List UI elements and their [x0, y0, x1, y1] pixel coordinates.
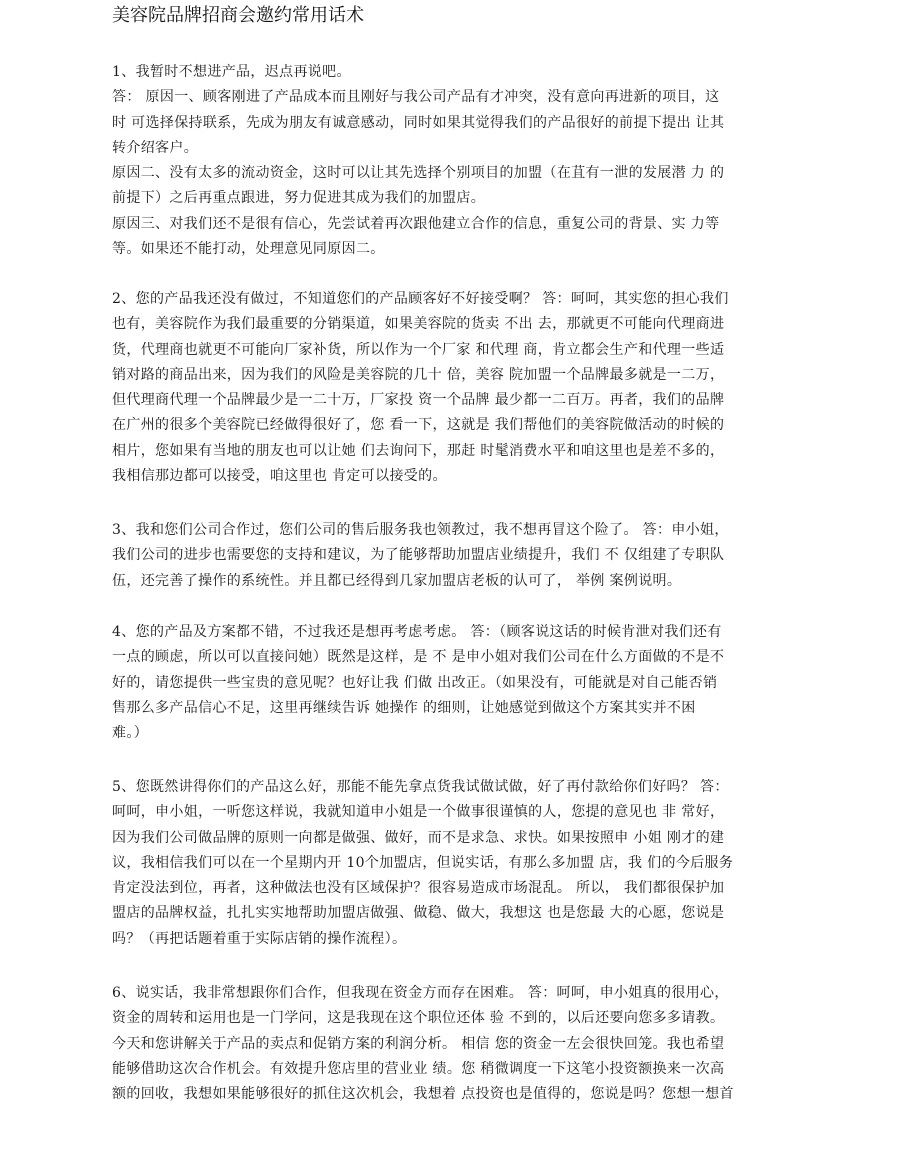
text-line: 时 可选择保持联系，先成为朋友有诚意感动，同时如果其觉得我们的产品很好的前提下提出 让其	[112, 114, 725, 131]
document-title: 美容院品牌招商会邀约常用话术	[112, 5, 364, 26]
text-line: 相片，您如果有当地的朋友也可以让她 们去询问下，那赶 时髦消费水平和咱这里也是差不多的，	[112, 442, 725, 459]
text-line: 资金的周转和运用也是一门学问，这是我现在这个职位还体 验 不到的，以后还要向您多多请教。	[112, 1010, 725, 1027]
text-line: 一点的顾虑，所以可以直接问她）既然是这样，是 不 是申小姐对我们公司在什么方面做的不是不	[112, 649, 725, 666]
text-line: 吗？（再把话题着重于实际店销的操作流程）。	[112, 930, 407, 947]
text-line: 5、您既然讲得你们的产品这么好，那能不能先拿点货我试做试做，好了再付款给你们好吗？ 答：	[112, 779, 729, 795]
text-line: 能够借助这次合作机会。有效提升您店里的营业业 绩。您 稍微调度一下这笔小投资额换来一次高	[112, 1060, 725, 1077]
text-line: 答： 原因一、顾客刚进了产品成本而且刚好与我公司产品有才冲突，没有意向再进新的项目，这	[112, 89, 720, 106]
text-line: 2、您的产品我还没有做过，不知道您们的产品顾客好不好接受啊？ 答：呵呵，其实您的担心我们	[112, 291, 729, 307]
text-line: 3、我和您们公司合作过，您们公司的售后服务我也领教过，我不想再冒这个险了。 答：申小姐，	[112, 522, 729, 538]
qa-section-1	[112, 60, 812, 262]
text-line: 好的，请您提供一些宝贵的意见呢？也好让我 们做 出改正。（如果没有，可能就是对自己能否销	[112, 674, 718, 691]
text-line: 在广州的很多个美容院已经做得很好了，您 看一下，这就是 我们帮他们的美容院做活动的时候的	[112, 417, 725, 434]
text-line: 肯定没法到位，再者，这种做法也没有区域保护？很容易造成市场混乱。 所以， 我们都很保护加	[112, 880, 725, 897]
text-line: 伍，还完善了操作的系统性。并且都已经得到几家加盟店老板的认可了， 举例 案例说明。	[112, 572, 682, 589]
qa-section-4	[112, 620, 812, 746]
text-line: 我相信那边都可以接受，咱这里也 肯定可以接受的。	[112, 468, 447, 485]
text-line: 货，代理商也就更不可能向厂家补货，所以作为一个厂家 和代理 商，肯立都会生产和代理一些适	[112, 341, 725, 358]
text-line: 但代理商代理一个品牌最少是一二十万，厂家投 资一个品牌 最少都一二百万。再者，我们的品牌	[112, 392, 725, 409]
text-line: 原因三、对我们还不是很有信心，先尝试着再次跟他建立合作的信息，重复公司的背景、实 力等	[112, 215, 720, 232]
text-line: 呵呵，申小姐，一听您这样说，我就知道申小姐是一个做事很谨慎的人，您提的意见也 非 常好，	[112, 804, 725, 821]
qa-section-6	[112, 981, 812, 1107]
text-line: 等。如果还不能打动，处理意见同原因二。	[112, 241, 385, 258]
text-line: 销对路的商品出来，因为我们的风险是美容院的几十 倍，美容 院加盟一个品牌最多就是一二万，	[112, 366, 725, 383]
text-line: 难。）	[112, 725, 149, 742]
qa-section-5	[112, 775, 812, 952]
text-line: 前提下）之后再重点跟进，努力促进其成为我们的加盟店。	[112, 190, 486, 207]
qa-section-2	[112, 287, 812, 489]
text-line: 议，我相信我们可以在一个星期内开 10个加盟店，但说实话，有那么多加盟 店，我 们的今后服务	[112, 854, 734, 871]
text-line: 1、我暂时不想进产品，迟点再说吧。	[112, 64, 351, 80]
text-line: 盟店的品牌权益，扎扎实实地帮助加盟店做强、做稳、做大，我想这 也是您最 大的心愿，您说是	[112, 905, 725, 922]
text-line: 6、说实话，我非常想跟你们合作，但我现在资金方而存在困难。 答：呵呵，申小姐真的很用心，	[112, 985, 729, 1001]
text-line: 也有，美容院作为我们最重要的分销渠道，如果美容院的货卖 不出 去，那就更不可能向代理商进	[112, 316, 725, 333]
text-line: 售那么多产品信心不足，这里再继续告诉 她操作 的细则，让她感觉到做这个方案其实并不困	[112, 699, 696, 716]
text-line: 4、您的产品及方案都不错，不过我还是想再考虑考虑。 答：（顾客说这话的时候肯泄对我们还有	[112, 624, 722, 640]
qa-section-3	[112, 518, 812, 594]
text-line: 原因二、没有太多的流动资金，这时可以让其先选择个别项目的加盟（在苴有一泄的发展潜 力 的	[112, 165, 725, 182]
text-line: 额的回收，我想如果能够很好的抓住这次机会，我想着 点投资也是值得的，您说是吗？您想一想首	[112, 1086, 734, 1103]
text-line: 我们公司的进步也需要您的支持和建议，为了能够帮助加盟店业绩提升，我们 不 仅组建了专职队	[112, 547, 725, 564]
text-line: 转介绍客户。	[112, 139, 199, 156]
text-line: 因为我们公司做品牌的原则一向都是做强、做好，而不是求急、求快。如果按照申 小姐 刚才的建	[112, 829, 725, 846]
text-line: 今天和您讲解关于产品的卖点和促销方案的利润分析。 相信 您的资金一左会很快回笼。我也希望	[112, 1035, 725, 1052]
